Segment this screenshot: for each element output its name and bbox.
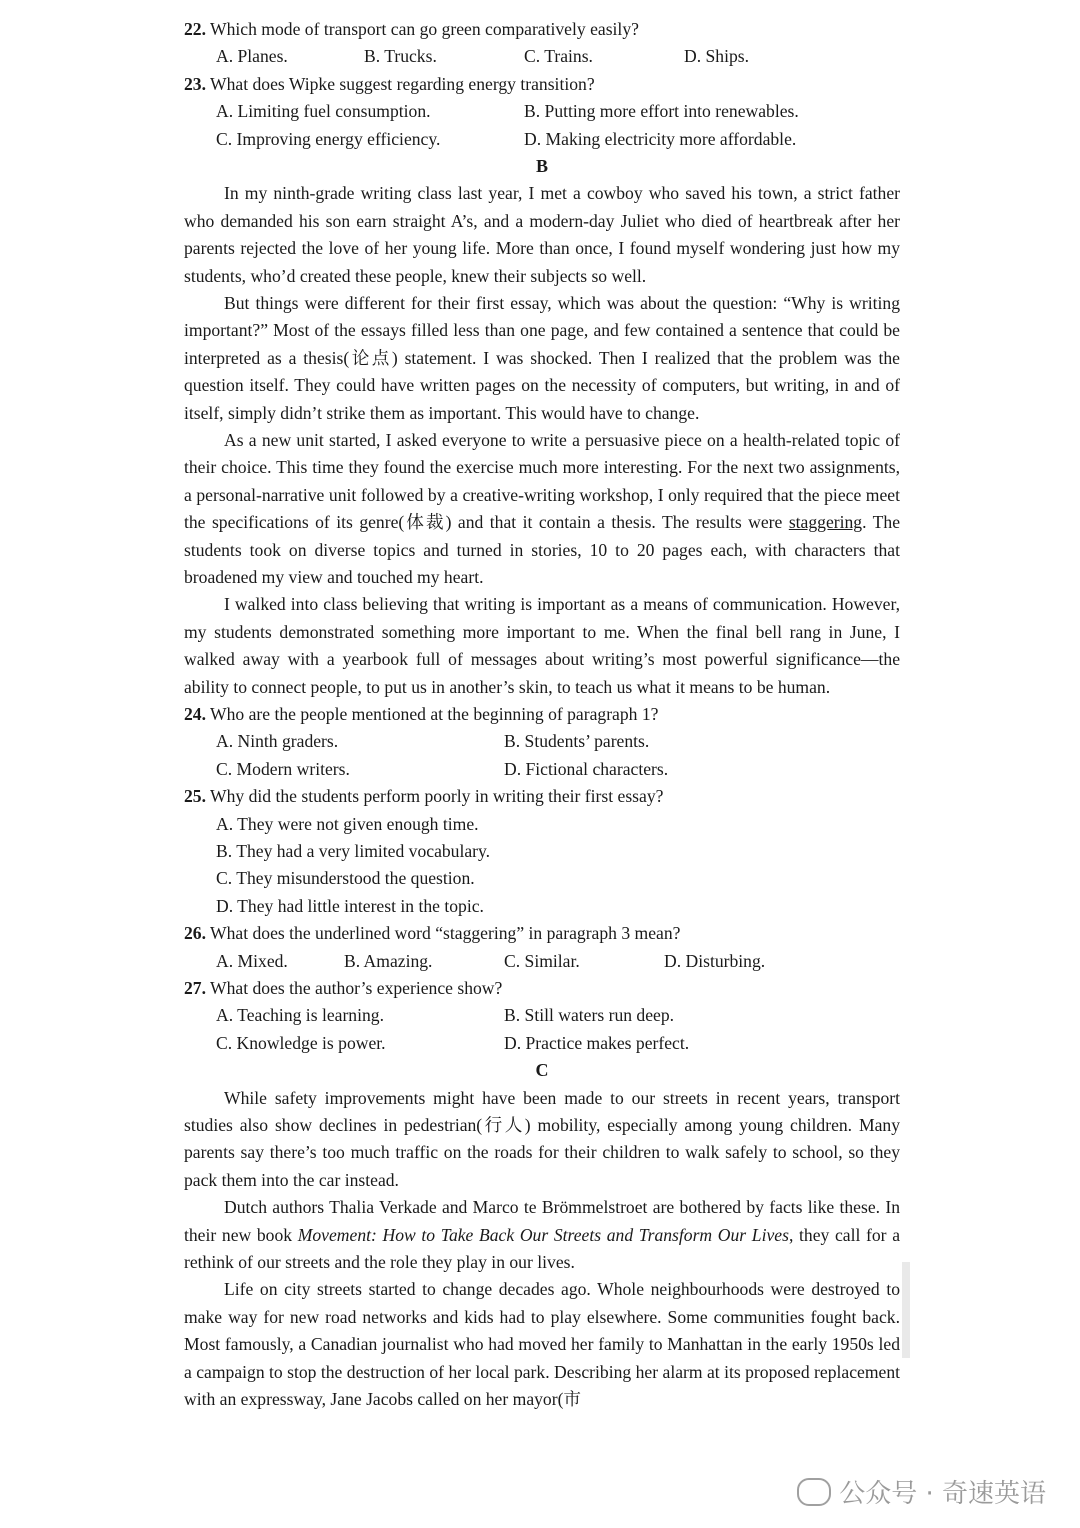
option-b: B. Trucks. [364, 46, 437, 67]
options-row [184, 126, 900, 153]
paragraph-text: As a new unit started, I asked everyone to write a persuasive piece on a health-related topic of their choice. This time they found the exercise much more interesting. For the next two assignments, a personal-narrative unit followed by a creative-writing workshop, I only required that the piece meet the specifications of its genre(体裁) and that it contain a thesis. The results were [184, 430, 900, 533]
option-a: A. Mixed. [216, 950, 288, 971]
option-a: A. Limiting fuel consumption. [216, 101, 431, 122]
option-b: B. Still waters run deep. [504, 1005, 675, 1026]
options-row [184, 865, 900, 892]
question-text: What does the author’s experience show? [210, 977, 503, 998]
option-c: C. Knowledge is power. [216, 1032, 386, 1053]
watermark-text: 公众号 · 奇速英语 [839, 1479, 1046, 1509]
option-b: B. They had a very limited vocabulary. [216, 841, 491, 862]
options-row [184, 838, 900, 865]
section-heading-b: B [535, 155, 548, 176]
question-number: 25. [184, 786, 206, 807]
question-text: Why did the students perform poorly in writing their first essay? [210, 786, 664, 807]
book-title: Movement: How to Take Back Our Streets and Transform Our Lives [297, 1224, 789, 1245]
option-d: D. Ships. [684, 46, 750, 67]
option-d: D. Making electricity more affordable. [524, 128, 797, 149]
question-24 [184, 701, 900, 728]
paragraph-text: , they call for a rethink of our streets and the role they play in our lives. [184, 1224, 901, 1272]
option-a: A. They were not given enough time. [216, 813, 479, 834]
question-number: 26. [184, 923, 206, 944]
paragraph-text: Dutch authors Thalia Verkade and Marco te Brömmelstroet are bothered by facts like these. In their new book [184, 1197, 900, 1245]
options-row [184, 43, 900, 70]
options-row [184, 948, 900, 975]
passage-b-paragraph-4: I walked into class believing that writing is important as a means of communication. However, my students demonstrated something more important to me. When the final bell rang in June, I walked away with a yearbook full of messages about writing’s most powerful significance—the ability to connect people, to put us in another’s skin, to teach us what it means to be human. [184, 594, 900, 697]
underlined-word: staggering [788, 512, 863, 533]
passage-c-paragraph-3: Life on city streets started to change decades ago. Whole neighbourhoods were destroyed to make way for new road networks and kids had to play elsewhere. Some communities fought back. Most famously, a Canadian journalist who had moved her family to Manhattan in the early 1950s led a campaign to stop the destruction of her local park. Describing her alarm at its proposed replacement with an expressway, Jane Jacobs called on her mayor(市 [184, 1279, 900, 1409]
option-a: A. Ninth graders. [216, 731, 339, 752]
options-row [184, 728, 900, 755]
question-22 [184, 16, 900, 43]
question-number: 22. [184, 19, 206, 39]
question-25 [184, 783, 900, 810]
question-23 [184, 71, 900, 98]
passage-b-paragraph-2: But things were different for their first essay, which was about the question: “Why is writing important?” Most of the essays filled less than one page, and few contained a sentence that could be interpreted as a thesis(论点) statement. I was shocked. Then I realized that the problem was the question itself. They could have written pages on the necessity of computers, but writing, in and of itself, simply didn’t strike them as important. This would have to change. [184, 292, 900, 423]
option-c: C. Improving energy efficiency. [216, 128, 441, 149]
option-d: D. Fictional characters. [504, 758, 669, 779]
option-d: D. Practice makes perfect. [504, 1032, 690, 1053]
options-row [184, 1002, 900, 1029]
question-text: Who are the people mentioned at the beginning of paragraph 1? [210, 704, 659, 725]
options-row [184, 756, 900, 783]
options-row [184, 98, 900, 125]
passage-b-paragraph-1: In my ninth-grade writing class last year, I met a cowboy who saved his town, a strict father who demanded his son earn straight A’s, and a modern-day Juliet who died of heartbreak after her parents rejected the love of her young life. More than once, I found myself wondering just how my students, who’d created these people, knew their subjects so well. [184, 183, 900, 286]
question-26 [184, 920, 900, 947]
option-c: C. Modern writers. [216, 758, 350, 779]
passage-b-paragraph-3 [184, 427, 900, 591]
options-row [184, 893, 900, 920]
option-c: C. Trains. [524, 46, 593, 67]
exam-page [184, 16, 900, 1413]
scan-edge-shadow [902, 1262, 910, 1358]
option-b: B. Students’ parents. [504, 731, 650, 752]
passage-c-paragraph-2 [184, 1194, 900, 1276]
option-c: C. Similar. [504, 950, 580, 971]
question-text: What does Wipke suggest regarding energy transition? [210, 73, 595, 94]
watermark [797, 1473, 1046, 1510]
question-number: 24. [184, 704, 206, 725]
options-row [184, 811, 900, 838]
section-heading-c: C [535, 1060, 549, 1081]
question-number: 27. [184, 977, 206, 998]
question-text: Which mode of transport can go green comparatively easily? [210, 19, 639, 39]
question-text: What does the underlined word “staggering” in paragraph 3 mean? [210, 923, 681, 944]
question-number: 23. [184, 73, 206, 94]
option-c: C. They misunderstood the question. [216, 868, 475, 889]
option-d: D. They had little interest in the topic. [216, 895, 484, 916]
wechat-icon [797, 1478, 831, 1506]
options-row [184, 1030, 900, 1057]
option-d: D. Disturbing. [664, 950, 766, 971]
option-a: A. Teaching is learning. [216, 1005, 384, 1026]
question-27 [184, 975, 900, 1002]
option-b: B. Amazing. [344, 950, 433, 971]
option-a: A. Planes. [216, 46, 288, 67]
option-b: B. Putting more effort into renewables. [524, 101, 799, 122]
paragraph-text: . The students took on diverse topics and turned in stories, 10 to 20 pages each, with characters that broadened my view and touched my heart. [184, 512, 900, 588]
passage-c-paragraph-1: While safety improvements might have been made to our streets in recent years, transport studies also show declines in pedestrian(行人) mobility, especially among young children. Many parents say there’s too much traffic on the roads for their children to walk safely to school, so they pack them into the car instead. [184, 1087, 900, 1190]
